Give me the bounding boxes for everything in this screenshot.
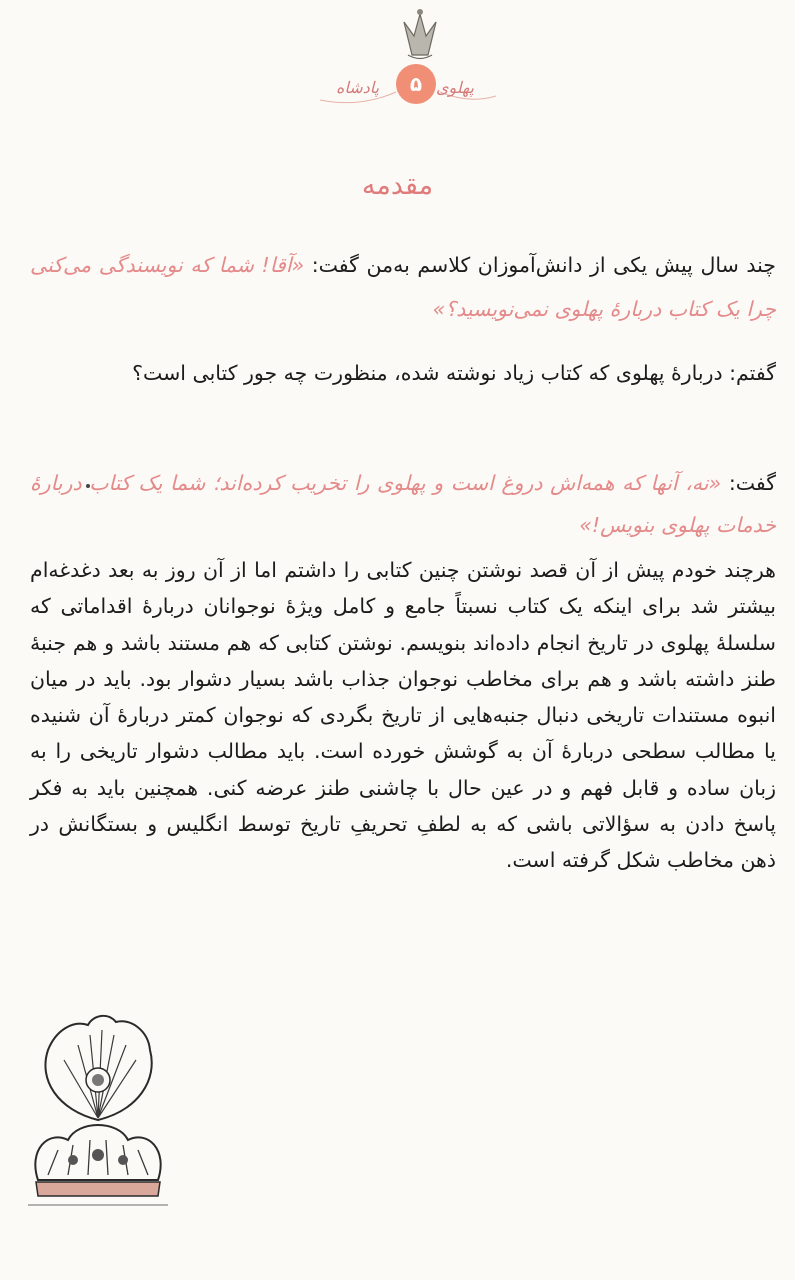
paragraph-3 — [30, 462, 776, 546]
paragraph-4: هرچند خودم پیش از آن قصد نوشتن چنین کتابی را داشتم اما از آن روز به بعد دغدغه‌ام بیشتر شد برای اینکه یک کتاب نسبتاً جامع و کامل ویژهٔ نوجوانان دربارهٔ اقداماتی که سلسلهٔ پهلوی در تاریخ انجام داده‌اند بنویسم. نوشتن کتابی که هم مستند باشد و هم جنبهٔ طنز داشته باشد و هم برای مخاطب نوجوان جذاب باشد بسیار دشوار بود. باید در میان انبوه مستندات تاریخی دنبال جنبه‌هایی از تاریخ بگردی که نوجوان کمتر دربارهٔ آن شنیده یا مطالب سطحی دربارهٔ آن به گوشش خورده است. باید مطالب دشوار تاریخی را به زبان ساده و قابل فهم و در عین حال با چاشنی طنز عرضه کنی. همچنین باید به فکر پاسخ دادن به سؤالاتی باشی که به لطفِ تحریفِ تاریخ توسط انگلیس و بستگانش در ذهن مخاطب شکل گرفته است. — [30, 558, 776, 873]
paragraph-1 — [30, 243, 776, 331]
page-header — [300, 0, 500, 130]
paragraph-2: گفتم: دربارهٔ پهلوی که کتاب زیاد نوشته شده، منظورت چه جور کتابی است؟ — [132, 361, 776, 385]
header-right-text: پهلوی — [436, 78, 474, 97]
crown-illustration — [18, 1000, 178, 1230]
chapter-number-badge: ۵ — [396, 64, 436, 104]
page-title: مقدمه — [361, 170, 434, 201]
paragraph-3-text: گفت: — [721, 471, 776, 495]
header-left-text: پادشاه — [336, 78, 380, 97]
paragraph-3-quote: «نه، آنها که همه‌اش دروغ است و پهلوی را تخریب کرده‌اند؛ شما یک کتاب دربارهٔ خدمات پهلوی بنویس!» — [30, 471, 776, 537]
crown-icon — [300, 0, 500, 130]
paragraph-1-quote: «آقا! شما که نویسندگی می‌کنی چرا یک کتاب دربارهٔ پهلوی نمی‌نویسید؟» — [30, 253, 776, 321]
paragraph-1-text: چند سال پیش یکی از دانش‌آموزان کلاسم به‌من گفت: — [304, 253, 776, 277]
